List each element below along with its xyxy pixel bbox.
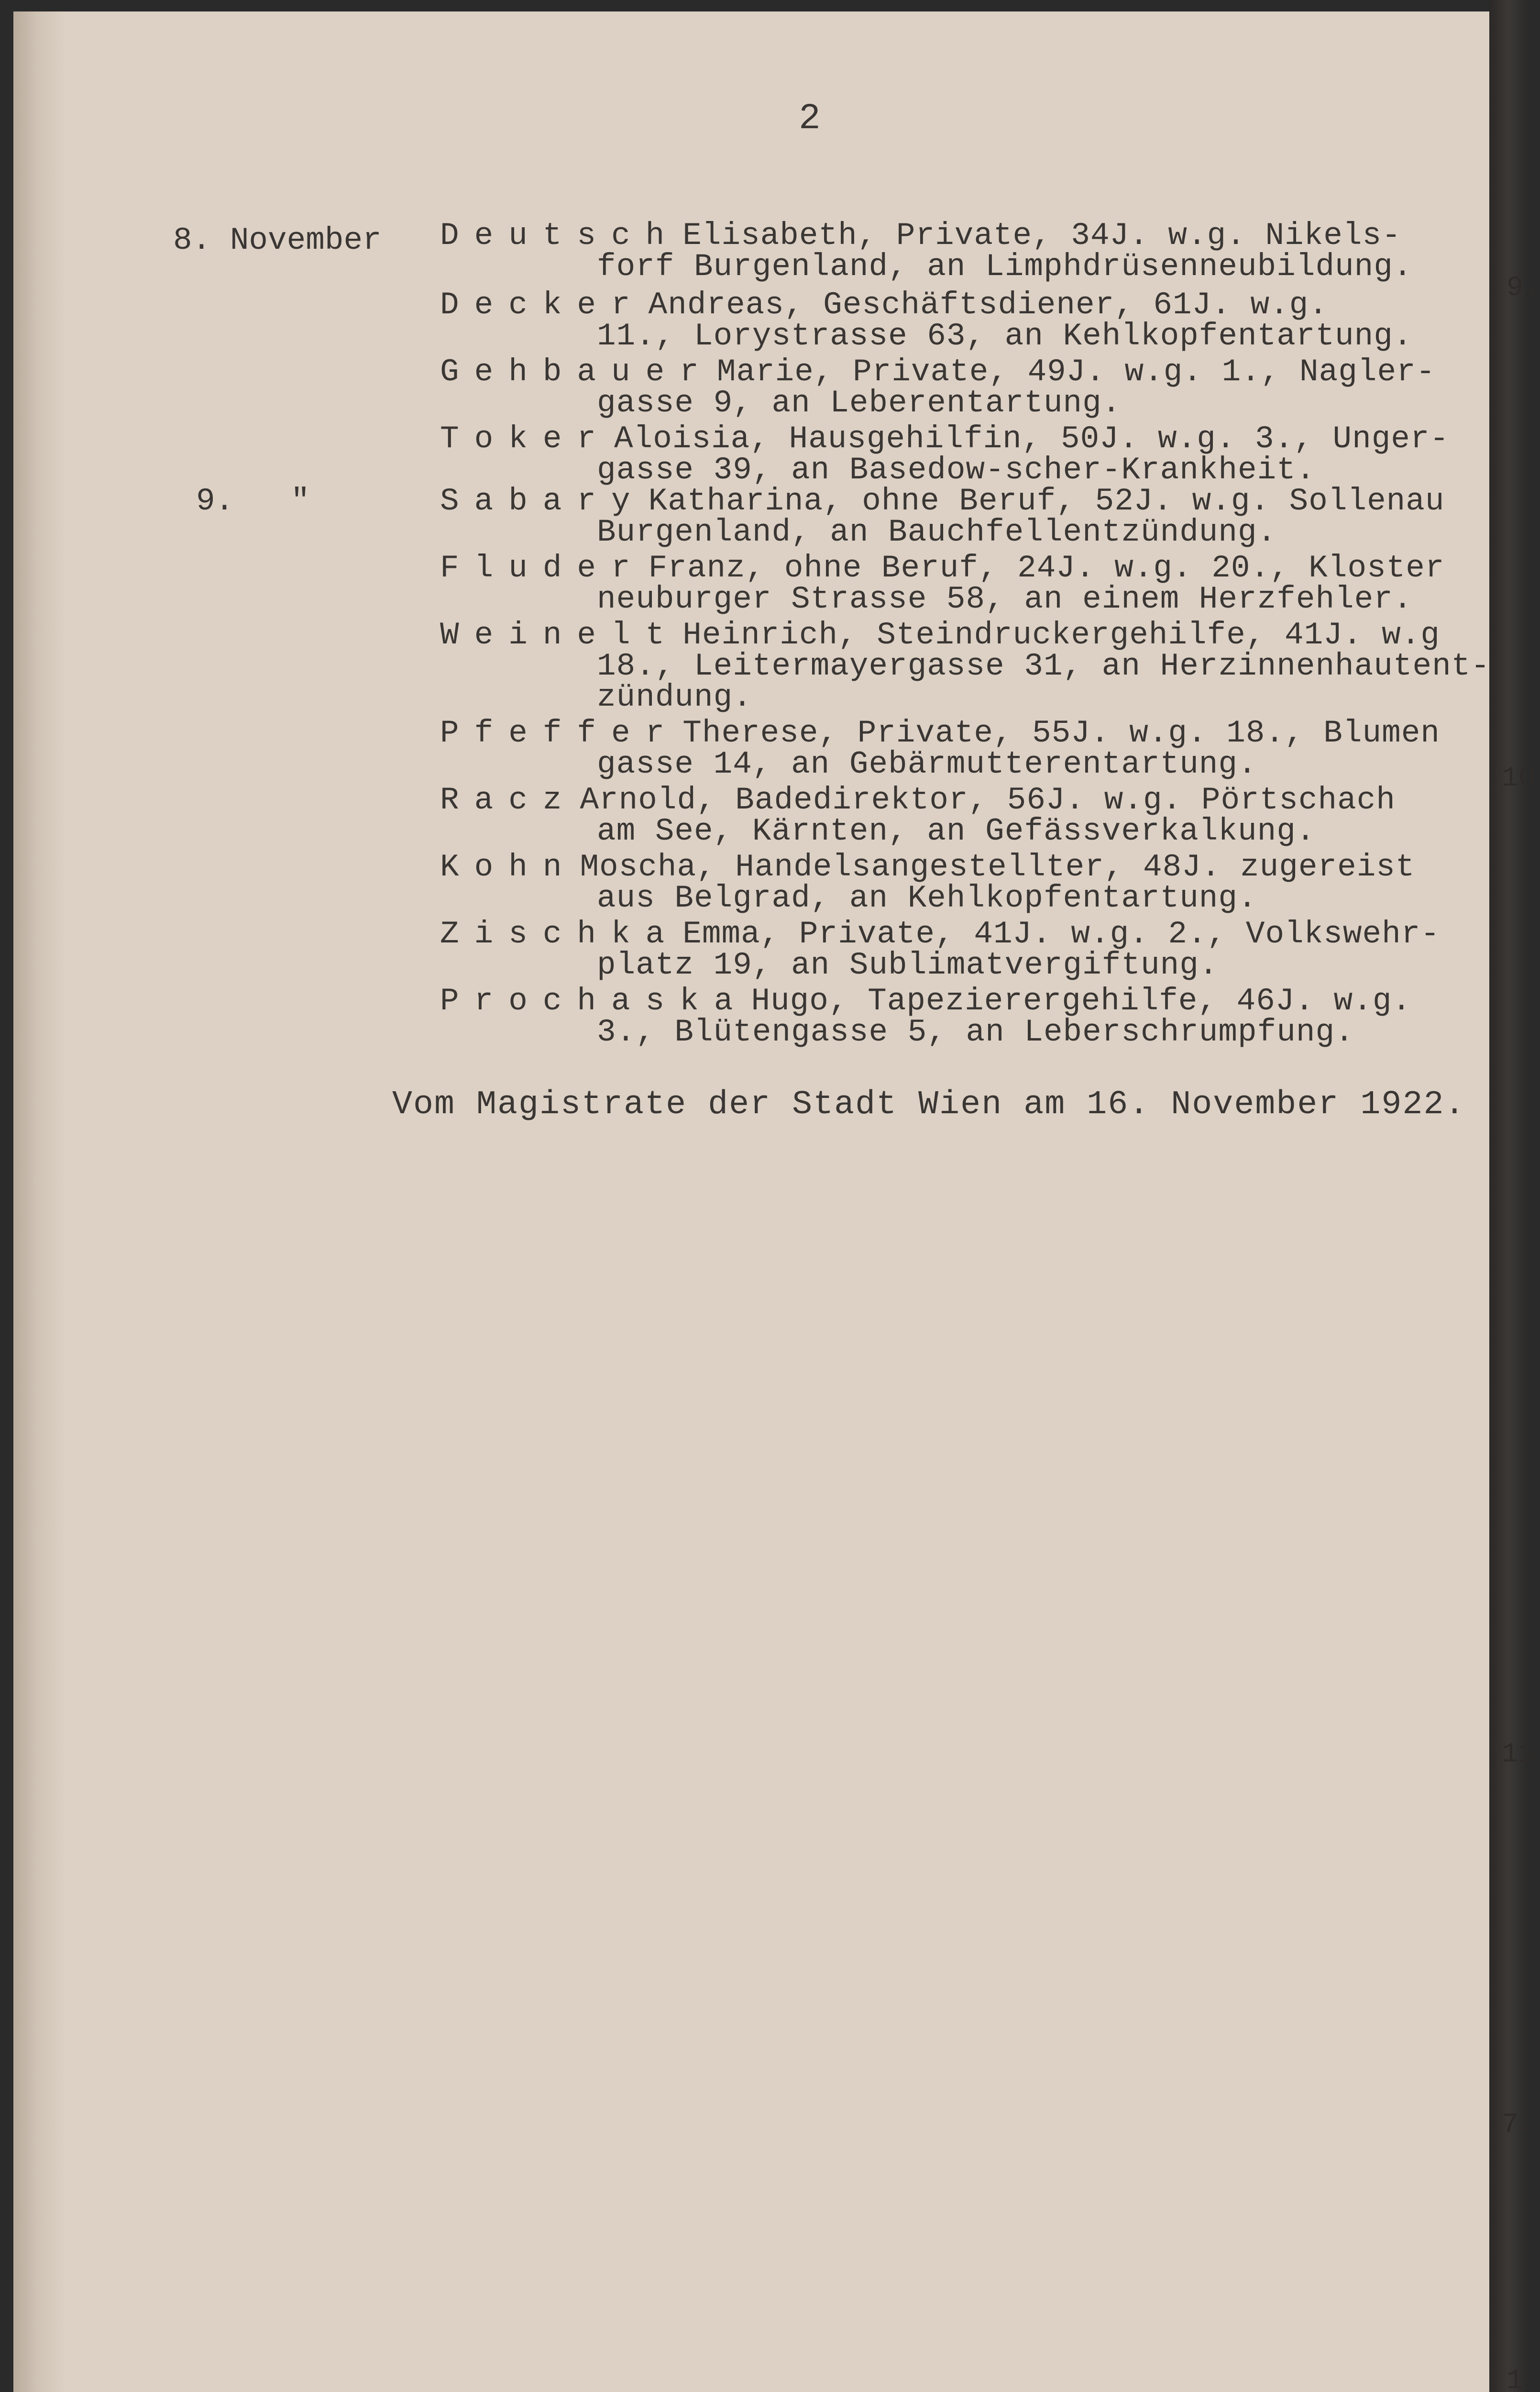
entry-surname: Fluder: [440, 550, 646, 586]
entry-continuation: forf Burgenland, an Limphdrüsenneubildung.: [597, 249, 1413, 285]
entry-details: Arnold, Badedirektor, 56J. w.g. Pörtschach: [580, 782, 1396, 818]
entry-line: [440, 916, 1440, 952]
margin-number: 7.: [1502, 2110, 1535, 2141]
entry-continuation: gasse 39, an Basedow-scher-Krankheit.: [597, 452, 1316, 488]
entry-details: Heinrich, Steindruckergehilfe, 41J. w.g: [682, 617, 1440, 653]
page-gutter-shadow: [13, 11, 66, 2392]
entry-surname: Prochaska: [440, 983, 748, 1019]
margin-number: 9.: [1507, 273, 1540, 304]
entry-line: [440, 715, 1440, 751]
entry-continuation: gasse 9, an Leberentartung.: [597, 385, 1122, 421]
entry-line: [440, 617, 1440, 653]
entry-surname: Kohn: [440, 849, 577, 885]
entry-line: [440, 287, 1328, 323]
entry-continuation: zündung.: [597, 679, 752, 715]
entry-details: Franz, ohne Beruf, 24J. w.g. 20., Kloster: [648, 550, 1445, 586]
entry-surname: Weinelt: [440, 617, 680, 653]
entry-details: Hugo, Tapezierergehilfe, 46J. w.g.: [751, 983, 1412, 1019]
entry-line: [440, 983, 1411, 1019]
entry-continuation: 11., Lorystrasse 63, an Kehlkopfentartung.: [597, 318, 1413, 354]
entry-surname: Deutsch: [440, 218, 680, 254]
entry-line: [440, 782, 1396, 818]
entry-details: Marie, Private, 49J. w.g. 1., Nagler-: [716, 354, 1436, 390]
closing-statement: Vom Magistrate der Stadt Wien am 16. November 1922.: [392, 1086, 1466, 1124]
date-label: 9. ": [196, 483, 310, 519]
entry-line: [440, 849, 1415, 885]
entry-continuation: neuburger Strasse 58, an einem Herzfehler.: [597, 581, 1413, 617]
entry-details: Moscha, Handelsangestellter, 48J. zugereist: [580, 849, 1415, 885]
entry-details: Andreas, Geschäftsdiener, 61J. w.g.: [648, 287, 1328, 323]
entry-surname: Zischka: [440, 916, 680, 952]
entry-continuation: gasse 14, an Gebärmutterentartung.: [597, 746, 1257, 782]
entry-continuation: 3., Blütengasse 5, an Leberschrumpfung.: [597, 1014, 1354, 1050]
entry-surname: Racz: [440, 782, 577, 818]
entry-continuation: 18., Leitermayergasse 31, an Herzinnenhautent-: [597, 648, 1490, 684]
entry-continuation: platz 19, an Sublimatvergiftung.: [597, 947, 1219, 983]
entry-line: [440, 218, 1401, 254]
entry-line: [440, 354, 1435, 390]
book-spine: [1489, 0, 1528, 2392]
entry-surname: Sabary: [440, 483, 646, 519]
entry-details: Aloisia, Hausgehilfin, 50J. w.g. 3., Unger-: [614, 421, 1450, 457]
entry-line: [440, 550, 1445, 586]
entry-surname: Decker: [440, 287, 646, 323]
margin-number: 11: [1502, 1739, 1535, 1770]
date-label: 8. November: [173, 222, 382, 258]
page-number: 2: [799, 98, 821, 139]
entry-details: Emma, Private, 41J. w.g. 2., Volkswehr-: [682, 916, 1440, 952]
entry-details: Therese, Private, 55J. w.g. 18., Blumen: [682, 715, 1440, 751]
entry-details: Katharina, ohne Beruf, 52J. w.g. Sollenau: [648, 483, 1445, 519]
entry-continuation: am See, Kärnten, an Gefässverkalkung.: [597, 813, 1316, 849]
entry-continuation: aus Belgrad, an Kehlkopfentartung.: [597, 880, 1257, 916]
entry-continuation: Burgenland, an Bauchfellentzündung.: [597, 514, 1277, 550]
entry-surname: Gehbauer: [440, 354, 714, 390]
entry-surname: Toker: [440, 421, 612, 457]
entry-details: Elisabeth, Private, 34J. w.g. Nikels-: [682, 218, 1401, 254]
entry-line: [440, 421, 1449, 457]
margin-number: 10: [1502, 763, 1535, 794]
entry-surname: Pfeffer: [440, 715, 680, 751]
margin-number: 1: [1507, 2366, 1523, 2392]
entry-line: [440, 483, 1445, 519]
